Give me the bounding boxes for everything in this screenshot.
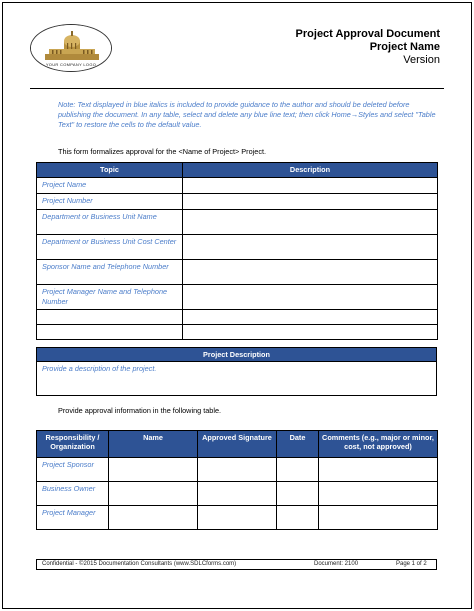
value-cell[interactable] <box>183 325 438 340</box>
row-label: Project Manager Name and Telephone Number <box>37 285 183 310</box>
project-description-table <box>36 347 437 396</box>
value-cell[interactable] <box>183 210 438 235</box>
project-description-body[interactable]: Provide a description of the project. <box>37 362 437 396</box>
signature-cell[interactable] <box>198 458 277 482</box>
signature-cell[interactable] <box>198 482 277 506</box>
title-line-2: Project Name <box>369 41 440 53</box>
value-cell[interactable] <box>183 178 438 194</box>
date-cell[interactable] <box>277 458 319 482</box>
name-cell[interactable] <box>109 458 198 482</box>
value-cell[interactable] <box>183 235 438 260</box>
signature-role: Project Manager <box>37 506 109 530</box>
comments-cell[interactable] <box>319 458 438 482</box>
signature-cell[interactable] <box>198 506 277 530</box>
title-line-1: Project Approval Document <box>295 28 440 40</box>
row-label: Department or Business Unit Cost Center <box>37 235 183 260</box>
guidance-note: Note: Text displayed in blue italics is included to provide guidance to the author and should be deleted before publishing the document. In any table, select and delete any blue line text; then click Home→Styles and select "Table Text" to restore the cells to the default value. <box>58 100 436 129</box>
approval-table <box>36 162 438 340</box>
signature-role: Project Sponsor <box>37 458 109 482</box>
signature-role: Business Owner <box>37 482 109 506</box>
header-topic: Topic <box>37 163 183 178</box>
row-label: Sponsor Name and Telephone Number <box>37 260 183 285</box>
footer-confidential: Confidential - ©2015 Documentation Consultants (www.SDLCforms.com) <box>42 561 237 567</box>
value-cell[interactable] <box>183 310 438 325</box>
header-name: Name <box>109 431 198 458</box>
footer-page-number: Page 1 of 2 <box>396 561 427 567</box>
header-comments: Comments (e.g., major or minor, cost, not approved) <box>319 431 438 458</box>
comments-cell[interactable] <box>319 506 438 530</box>
signature-table <box>36 430 438 530</box>
date-cell[interactable] <box>277 506 319 530</box>
name-cell[interactable] <box>109 482 198 506</box>
row-label: Project Name <box>37 178 183 194</box>
date-cell[interactable] <box>277 482 319 506</box>
intro-text: This form formalizes approval for the <Name of Project> Project. <box>58 147 267 156</box>
company-logo <box>30 24 112 72</box>
comments-cell[interactable] <box>319 482 438 506</box>
title-line-3: Version <box>403 54 440 66</box>
logo-text: YOUR COMPANY LOGO <box>45 62 97 67</box>
header-responsibility: Responsibility / Organization <box>37 431 109 458</box>
header-description: Description <box>183 163 438 178</box>
approval-intro-text: Provide approval information in the following table. <box>58 406 222 415</box>
document-title <box>296 28 440 67</box>
footer-document-number: Document: 2100 <box>314 561 359 567</box>
row-label: Project Number <box>37 194 183 210</box>
header-project-description: Project Description <box>37 348 437 362</box>
header-date: Date <box>277 431 319 458</box>
row-label: Department or Business Unit Name <box>37 210 183 235</box>
header-divider <box>30 88 444 89</box>
value-cell[interactable] <box>183 194 438 210</box>
header-signature: Approved Signature <box>198 431 277 458</box>
name-cell[interactable] <box>109 506 198 530</box>
value-cell[interactable] <box>183 260 438 285</box>
row-label <box>37 325 183 340</box>
row-label <box>37 310 183 325</box>
value-cell[interactable] <box>183 285 438 310</box>
